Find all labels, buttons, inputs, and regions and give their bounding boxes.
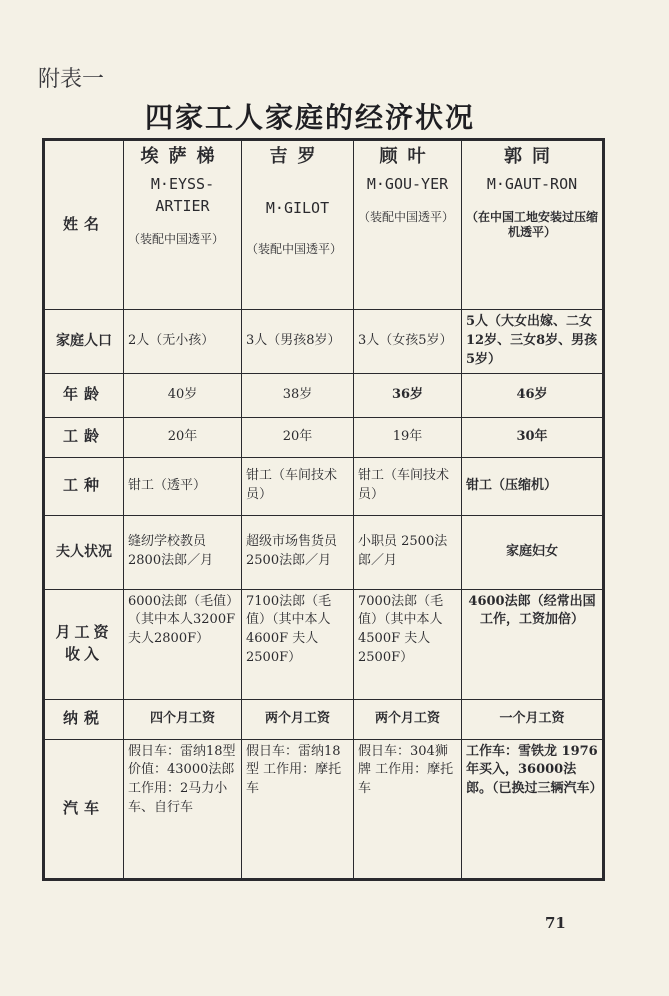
row-label-job: 工种	[44, 457, 124, 515]
table-row-tax	[44, 699, 604, 739]
appendix-label: 附表一	[38, 67, 105, 92]
cell-name-4	[462, 140, 604, 310]
cell-wife-3: 小职员 2500法郎／月	[354, 515, 462, 589]
name-role: （在中国工地安装过压缩机透平）	[466, 209, 599, 240]
cell-tax-1: 四个月工资	[124, 699, 242, 739]
name-fr: M·GOU-YER	[366, 175, 449, 194]
table-row-age	[44, 373, 604, 417]
row-label-wife: 夫人状况	[44, 515, 124, 589]
table-title: 四家工人家庭的经济状况	[144, 101, 475, 134]
name-fr: M·EYSS-ARTIER	[150, 175, 215, 215]
cell-family-size-4: 5人（大女出嫁、二女12岁、三女8岁、男孩5岁）	[462, 310, 604, 374]
row-label-age: 年龄	[44, 373, 124, 417]
cell-income-4: 4600法郎（经常出国工作，工资加倍）	[462, 589, 604, 699]
cell-age-2: 38岁	[242, 373, 354, 417]
cell-car-3: 假日车：304狮牌 工作用：摩托车	[354, 739, 462, 879]
cell-tax-3: 两个月工资	[354, 699, 462, 739]
page-number: 71	[545, 914, 566, 932]
table-row-income	[44, 589, 604, 699]
row-label-car: 汽车	[44, 739, 124, 879]
name-role: （装配中国透平）	[128, 231, 225, 246]
cell-job-3: 钳工（车间技术员）	[354, 457, 462, 515]
cell-age-3: 36岁	[354, 373, 462, 417]
cell-job-1: 钳工（透平）	[124, 457, 242, 515]
cell-tax-4: 一个月工资	[462, 699, 604, 739]
row-label-income: 月工资收入	[44, 589, 124, 699]
cell-name-3	[354, 140, 462, 310]
name-cn: 吉罗	[269, 146, 326, 167]
cell-income-2: 7100法郎（毛值）（其中本人4600F 夫人2500F）	[242, 589, 354, 699]
table-row-names	[44, 140, 604, 310]
cell-car-1: 假日车：雷纳18型 价值：43000法郎 工作用：2马力小车、自行车	[124, 739, 242, 879]
economic-status-table	[42, 138, 605, 881]
name-fr: M·GILOT	[265, 199, 330, 218]
cell-family-size-2: 3人（男孩8岁）	[242, 310, 354, 374]
cell-family-size-1: 2人（无小孩）	[124, 310, 242, 374]
row-label-name: 姓名	[44, 140, 124, 310]
cell-age-4: 46岁	[462, 373, 604, 417]
cell-wife-2: 超级市场售货员 2500法郎／月	[242, 515, 354, 589]
row-label-tax: 纳税	[44, 699, 124, 739]
name-cn: 郭同	[504, 146, 560, 167]
name-cn: 顾叶	[379, 146, 436, 167]
row-label-years-worked: 工龄	[44, 417, 124, 457]
cell-years-worked-2: 20年	[242, 417, 354, 457]
row-label-family-size: 家庭人口	[44, 310, 124, 374]
cell-tax-2: 两个月工资	[242, 699, 354, 739]
cell-job-2: 钳工（车间技术员）	[242, 457, 354, 515]
name-cn: 埃萨梯	[140, 146, 225, 167]
cell-family-size-3: 3人（女孩5岁）	[354, 310, 462, 374]
cell-income-1: 6000法郎（毛值）（其中本人3200F 夫人2800F）	[124, 589, 242, 699]
cell-age-1: 40岁	[124, 373, 242, 417]
cell-job-4: 钳工（压缩机）	[462, 457, 604, 515]
table-row-family-size	[44, 310, 604, 374]
cell-years-worked-1: 20年	[124, 417, 242, 457]
name-role: （装配中国透平）	[246, 241, 343, 256]
cell-car-2: 假日车：雷纳18型 工作用：摩托车	[242, 739, 354, 879]
table-row-job	[44, 457, 604, 515]
name-fr: M·GAUT-RON	[486, 175, 578, 194]
table-row-wife	[44, 515, 604, 589]
cell-years-worked-3: 19年	[354, 417, 462, 457]
table-row-car	[44, 739, 604, 879]
cell-car-4: 工作车：雪铁龙 1976年买入，36000法郎。（已换过三辆汽车）	[462, 739, 604, 879]
table-row-years-worked	[44, 417, 604, 457]
cell-wife-4: 家庭妇女	[462, 515, 604, 589]
cell-years-worked-4: 30年	[462, 417, 604, 457]
name-role: （装配中国透平）	[358, 209, 455, 224]
cell-income-3: 7000法郎（毛值）（其中本人4500F 夫人2500F）	[354, 589, 462, 699]
cell-name-2	[242, 140, 354, 310]
cell-wife-1: 缝纫学校教员 2800法郎／月	[124, 515, 242, 589]
cell-name-1	[124, 140, 242, 310]
